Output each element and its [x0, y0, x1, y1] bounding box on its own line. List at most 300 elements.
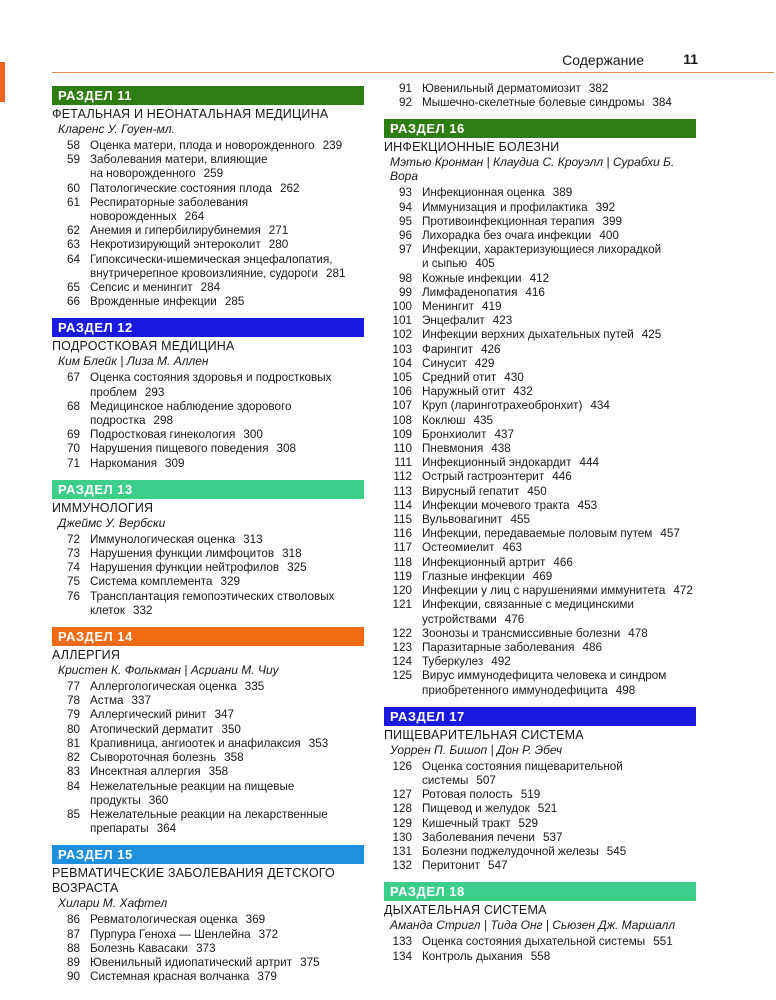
toc-entry[interactable] [52, 253, 364, 281]
toc-entry[interactable] [384, 845, 696, 859]
chapter-title [80, 970, 364, 984]
chapter-title-line: Контроль дыхания [422, 949, 523, 963]
chapter-title [412, 414, 696, 428]
toc-entry[interactable] [52, 238, 364, 252]
page-ref: 318 [282, 547, 302, 561]
page-ref: 375 [300, 955, 320, 969]
toc-entry[interactable] [52, 723, 364, 737]
chapter-title-line: Остеомиелит [422, 541, 495, 555]
page-ref: 434 [590, 399, 610, 413]
chapter-title-line: Болезни поджелудочной железы [422, 844, 599, 858]
page-ref: 358 [208, 765, 229, 779]
chapter-title-line: Инфекции, характеризующиеся лихорадкой [422, 243, 662, 257]
chapter-title-line: Паразитарные заболевания [422, 640, 575, 654]
chapter-title-line: Иммунологическая оценка [90, 532, 236, 546]
page-ref: 437 [494, 427, 514, 441]
toc-entry[interactable] [52, 428, 364, 442]
toc-entry[interactable] [384, 300, 696, 314]
toc-entry[interactable] [384, 627, 696, 641]
chapter-number: 98 [398, 271, 412, 285]
section-label-bar: РАЗДЕЛ 11 [52, 86, 364, 105]
chapter-title [80, 253, 364, 281]
chapter-title-line: Наркомания [90, 456, 158, 470]
page-ref: 492 [491, 655, 511, 669]
chapter-title-line: Инфекционный артрит [422, 555, 546, 569]
page-ref: 271 [268, 224, 289, 238]
chapter-title-line: Ювенильный дерматомиозит [422, 82, 581, 95]
chapter-number: 82 [66, 751, 80, 765]
chapter-number: 80 [66, 722, 80, 736]
page-ref: 369 [245, 913, 266, 927]
page-ref: 347 [214, 708, 234, 722]
section-label-bar: РАЗДЕЛ 13 [52, 480, 364, 499]
page-ref: 262 [279, 181, 300, 195]
chapter-number: 120 [392, 584, 412, 598]
chapter-number: 95 [398, 214, 412, 228]
chapter-number: 83 [66, 765, 80, 779]
chapter-number: 101 [392, 314, 412, 328]
toc-entry[interactable] [52, 533, 364, 547]
chapter-title-line: Оценка состояния дыхательной системы [422, 935, 646, 949]
chapter-title [80, 182, 364, 196]
chapter-title [412, 343, 696, 357]
toc-entry[interactable] [384, 243, 696, 271]
toc-entry[interactable] [384, 802, 696, 816]
section-authors: Кристен К. Фолькман | Асриани М. Чиу [58, 663, 279, 678]
toc-entry[interactable] [384, 935, 696, 949]
section-entries [52, 533, 364, 618]
toc-section [384, 707, 696, 874]
chapter-title [412, 186, 696, 200]
toc-section [52, 480, 364, 618]
chapter-number: 91 [398, 82, 412, 95]
page-ref: 392 [595, 200, 616, 214]
chapter-number: 127 [392, 788, 412, 802]
chapter-title-line: Крапивница, ангиоотек и анафилаксия [90, 736, 301, 750]
chapter-number: 64 [66, 252, 80, 266]
chapter-title-line: Острый гастроэнтерит [422, 470, 545, 484]
toc-section [52, 627, 364, 836]
chapter-title-line: Атопический дерматит [90, 722, 214, 736]
chapter-title [80, 694, 364, 708]
toc-entry[interactable] [52, 751, 364, 765]
toc-entry[interactable] [384, 343, 696, 357]
section-authors: Кларенс У. Гоуен-мл. [58, 122, 175, 136]
chapter-title [412, 215, 696, 229]
chapter-title [80, 765, 364, 779]
chapter-title-line: Ревматологическая оценка [90, 913, 238, 927]
chapter-title [412, 428, 696, 442]
page-ref: 426 [481, 342, 501, 356]
chapter-title-line: Инфекции верхних дыхательных путей [422, 328, 634, 342]
page-ref: 298 [153, 414, 173, 428]
chapter-number: 103 [392, 342, 412, 356]
toc-entry[interactable] [384, 859, 696, 873]
toc-entry[interactable] [384, 831, 696, 845]
page-ref: 309 [165, 456, 185, 470]
page-ref: 429 [474, 356, 495, 370]
toc-entry[interactable] [384, 328, 696, 342]
toc-entry[interactable] [52, 561, 364, 575]
chapter-title [80, 295, 364, 309]
toc-entry[interactable] [384, 641, 696, 655]
chapter-title-line: Инфекционная оценка [422, 186, 545, 200]
chapter-title-line: Аллергологическая оценка [90, 680, 237, 694]
chapter-title-line: Некротизирующий энтероколит [90, 238, 261, 252]
toc-entry[interactable] [384, 470, 696, 484]
chapter-title [412, 499, 696, 513]
chapter-title [80, 281, 364, 295]
chapter-number: 75 [66, 575, 80, 589]
toc-entry[interactable] [52, 196, 364, 224]
page-header [52, 50, 774, 73]
toc-section [52, 318, 364, 470]
chapter-title [412, 272, 696, 286]
chapter-number: 129 [392, 816, 412, 830]
page-ref: 332 [133, 603, 153, 617]
toc-entry[interactable] [52, 281, 364, 295]
chapter-title [412, 243, 696, 271]
chapter-number: 110 [393, 442, 412, 456]
page-ref: 463 [502, 541, 523, 555]
page-number: 11 [683, 51, 698, 67]
page-ref: 360 [148, 793, 169, 807]
chapter-title [80, 442, 364, 456]
toc-entry[interactable] [384, 527, 696, 541]
page-ref: 379 [257, 970, 277, 984]
toc-entry[interactable] [384, 371, 696, 385]
chapter-title-line: Врожденные инфекции [90, 295, 217, 309]
section-authors: Джеймс У. Вербски [58, 515, 166, 530]
chapter-title [80, 956, 364, 970]
chapter-title [412, 627, 696, 641]
chapter-title [412, 802, 696, 816]
chapter-title [80, 196, 364, 224]
chapter-number: 67 [66, 371, 80, 385]
chapter-title-line: и сыпью [422, 257, 468, 271]
chapter-title-line: Вирусный гепатит [422, 484, 520, 498]
chapter-title [412, 286, 696, 300]
toc-entry[interactable] [52, 808, 364, 836]
toc-entry[interactable] [384, 541, 696, 555]
chapter-number: 123 [392, 640, 412, 654]
chapter-title-line: Патологические состояния плода [90, 181, 272, 195]
toc-entry[interactable] [384, 414, 696, 428]
toc-entry[interactable] [384, 788, 696, 802]
chapter-title-line: Нарушения пищевого поведения [90, 442, 269, 456]
chapter-title-line: Респираторные заболевания новорожденных [90, 195, 249, 224]
chapter-title-line: Подростковая гинекология [90, 428, 236, 442]
chapter-number: 97 [398, 243, 412, 257]
section-label-bar: РАЗДЕЛ 12 [52, 318, 364, 337]
toc-entry[interactable] [52, 442, 364, 456]
chapter-number: 84 [66, 779, 80, 793]
toc-entry[interactable] [52, 765, 364, 779]
chapter-title [80, 153, 364, 181]
page-ref: 239 [322, 139, 343, 152]
chapter-title [80, 371, 364, 399]
chapter-title-line: Мышечно-скелетные болевые синдромы [422, 96, 645, 110]
toc-entry[interactable] [384, 598, 696, 626]
page-ref: 416 [525, 285, 545, 299]
page-ref: 313 [243, 532, 263, 546]
chapter-number: 89 [66, 955, 80, 969]
chapter-number: 105 [392, 371, 412, 385]
toc-entry[interactable] [384, 760, 696, 788]
toc-entry[interactable] [52, 371, 364, 399]
page-ref: 259 [203, 167, 224, 181]
section-authors: Аманда Стригл | Тида Онг | Сьюзен Дж. Маршалл [390, 918, 676, 933]
chapter-number: 109 [392, 427, 412, 441]
page-ref: 432 [513, 385, 533, 399]
toc-entry[interactable] [384, 428, 696, 442]
toc-entry[interactable] [384, 82, 696, 96]
chapter-number: 81 [66, 736, 80, 750]
toc-entry[interactable] [384, 456, 696, 470]
chapter-title [412, 371, 696, 385]
page-ref: 438 [491, 442, 511, 456]
section-entries [384, 935, 696, 963]
chapter-title [412, 456, 696, 470]
section-label-bar: РАЗДЕЛ 15 [52, 845, 364, 864]
toc-entry[interactable] [52, 575, 364, 589]
chapter-title-line: Вирус иммунодефицита человека и синдром [422, 669, 667, 683]
page-ref: 425 [641, 328, 662, 342]
page-ref: 372 [258, 927, 279, 941]
section-title: ДЫХАТЕЛЬНАЯ СИСТЕМА [384, 903, 547, 918]
page-ref: 284 [200, 281, 221, 295]
chapter-title [412, 300, 696, 314]
chapter-title-line: проблем [90, 385, 137, 399]
chapter-number: 133 [392, 935, 412, 949]
running-title: Содержание [562, 52, 644, 68]
section-authors: Ким Блейк | Лиза М. Аллен [58, 354, 209, 369]
chapter-title [80, 723, 364, 737]
toc-entry[interactable] [384, 584, 696, 598]
toc-entry[interactable] [52, 139, 364, 153]
chapter-title-line: Заболевания печени [422, 830, 535, 844]
page-ref: 373 [196, 941, 216, 955]
chapter-title-line: Инфекции мочевого тракта [422, 498, 570, 512]
chapter-title-line: Трансплантация гемопоэтических стволовых [90, 589, 335, 603]
chapter-title-line: Фарингит [422, 342, 474, 356]
chapter-title [412, 845, 696, 859]
chapter-number: 126 [392, 759, 412, 773]
toc-entry[interactable] [52, 780, 364, 808]
chapter-title-line: Энцефалит [422, 314, 485, 328]
chapter-title-line: Лимфаденопатия [422, 285, 518, 299]
chapter-title [412, 201, 696, 215]
toc-entry[interactable] [52, 956, 364, 970]
toc-entry[interactable] [52, 737, 364, 751]
chapter-number: 72 [66, 532, 80, 546]
page-ref: 399 [602, 214, 622, 228]
chapter-number: 76 [66, 589, 80, 603]
page-ref: 537 [542, 830, 563, 844]
toc-entry[interactable] [384, 556, 696, 570]
page-ref: 466 [553, 555, 573, 569]
toc-entry[interactable] [52, 182, 364, 196]
chapter-title-line: Инфекции у лиц с нарушениями иммунитета [422, 584, 666, 598]
chapter-number: 92 [398, 96, 412, 110]
toc-entry[interactable] [52, 295, 364, 309]
section-authors: Мэтью Кронман | Клаудиа С. Кроуэлл | Сурабхи Б. Вора [390, 155, 675, 184]
chapter-title [412, 399, 696, 413]
toc-entry[interactable] [52, 457, 364, 471]
section-entries [52, 371, 364, 470]
section-entries [52, 913, 364, 984]
toc-entry[interactable] [384, 950, 696, 964]
chapter-number: 66 [66, 295, 80, 309]
page-ref: 280 [268, 238, 289, 252]
chapter-title [412, 82, 696, 96]
toc-entry[interactable] [384, 96, 696, 110]
chapter-title-line: Нарушения функции нейтрофилов [90, 561, 280, 575]
toc-entry[interactable] [52, 547, 364, 561]
page-ref: 446 [552, 470, 572, 484]
toc-entry[interactable] [384, 201, 696, 215]
chapter-title-line: Сепсис и менингит [90, 281, 193, 295]
chapter-number: 60 [66, 181, 80, 195]
toc-entry[interactable] [384, 385, 696, 399]
page-ref: 545 [606, 844, 627, 858]
toc-entry[interactable] [384, 272, 696, 286]
chapter-number: 99 [398, 285, 412, 299]
toc-section [52, 845, 364, 984]
toc-entry[interactable] [52, 153, 364, 181]
toc-entry[interactable] [384, 314, 696, 328]
toc-entry[interactable] [384, 499, 696, 513]
page-ref: 325 [287, 561, 307, 575]
page-ref: 400 [599, 229, 619, 243]
chapter-title-line: Болезнь Кавасаки [90, 941, 188, 955]
chapter-title [412, 669, 696, 697]
section-label-bar: РАЗДЕЛ 17 [384, 707, 696, 726]
chapter-title-line: Анемия и гипербилирубинемия [90, 224, 261, 238]
chapter-title-line: приобретенного иммунодефицита [422, 683, 608, 697]
chapter-number: 62 [66, 224, 80, 238]
page-ref: 281 [326, 266, 346, 280]
toc-entry[interactable] [384, 442, 696, 456]
chapter-title [80, 224, 364, 238]
chapter-title [412, 598, 696, 626]
toc-entry[interactable] [384, 817, 696, 831]
toc-entry[interactable] [52, 694, 364, 708]
chapter-title [412, 328, 696, 342]
section-entries [384, 760, 696, 874]
toc-section [384, 882, 696, 963]
page-ref: 450 [527, 484, 547, 498]
toc-entry[interactable] [384, 186, 696, 200]
chapter-title [412, 584, 696, 598]
toc-entry[interactable] [384, 357, 696, 371]
chapter-title [412, 357, 696, 371]
toc-entry[interactable] [384, 399, 696, 413]
section-authors: Уоррен П. Бишоп | Дон Р. Эбеч [390, 742, 563, 757]
chapter-title [412, 641, 696, 655]
section-title: ПОДРОСТКОВАЯ МЕДИЦИНА [52, 339, 235, 354]
section-title: АЛЛЕРГИЯ [52, 648, 121, 663]
chapter-title [412, 385, 696, 399]
chapter-number: 65 [66, 281, 80, 295]
toc-entry[interactable] [384, 286, 696, 300]
chapter-number: 132 [392, 859, 412, 873]
toc-entry[interactable] [384, 485, 696, 499]
page-ref: 472 [673, 584, 693, 598]
chapter-number: 108 [392, 413, 412, 427]
chapter-number: 121 [392, 598, 412, 612]
chapter-number: 113 [393, 484, 412, 498]
chapter-title-line: Синусит [422, 356, 467, 370]
toc-entry[interactable] [52, 590, 364, 618]
chapter-title-line: Туберкулез [422, 655, 484, 669]
toc-entry[interactable] [52, 942, 364, 956]
toc-entry[interactable] [384, 570, 696, 584]
section-label-bar: РАЗДЕЛ 14 [52, 627, 364, 646]
chapter-title [412, 229, 696, 243]
chapter-title-line: Инфекционный эндокардит [422, 456, 572, 470]
toc-entry[interactable] [52, 708, 364, 722]
page-ref: 412 [529, 271, 550, 285]
chapter-title [412, 760, 696, 788]
chapter-title-line: Средний отит [422, 371, 497, 385]
toc-column-left [52, 86, 364, 993]
page-ref: 558 [530, 949, 551, 963]
toc-entry[interactable] [52, 928, 364, 942]
chapter-number: 124 [392, 655, 412, 669]
page-ref: 350 [221, 722, 241, 736]
page-ref: 507 [476, 773, 496, 787]
section-label-bar: РАЗДЕЛ 18 [384, 882, 696, 901]
toc-entry[interactable] [384, 655, 696, 669]
chapter-number: 58 [66, 139, 80, 152]
chapter-title-line: Заболевания матери, влияющие [90, 153, 268, 167]
chapter-title-line: Наружный отит [422, 385, 506, 399]
chapter-title-line: Нежелательные реакции на пищевые продукты [90, 779, 295, 807]
toc-entry[interactable] [384, 513, 696, 527]
toc-entry[interactable] [52, 224, 364, 238]
chapter-title [80, 942, 364, 956]
page-ref: 364 [156, 822, 177, 836]
chapter-title-line: Ювенильный идиопатический артрит [90, 955, 293, 969]
toc-entry[interactable] [52, 970, 364, 984]
chapter-title-line: Система комплемента [90, 575, 213, 589]
chapter-number: 116 [393, 527, 412, 541]
toc-entry[interactable] [52, 913, 364, 927]
chapter-number: 107 [392, 399, 412, 413]
page-ref: 519 [520, 788, 541, 802]
toc-entry[interactable] [384, 215, 696, 229]
chapter-title-line: Иммунизация и профилактика [422, 200, 588, 214]
toc-entry[interactable] [384, 669, 696, 697]
section-entries [52, 680, 364, 836]
chapter-title [412, 314, 696, 328]
chapter-title [412, 541, 696, 555]
chapter-number: 111 [394, 456, 412, 470]
chapter-title [80, 139, 364, 153]
chapter-title-line: Пищевод и желудок [422, 802, 530, 816]
chapter-number: 73 [66, 547, 80, 561]
chapter-title [412, 485, 696, 499]
chapter-title [412, 817, 696, 831]
chapter-number: 114 [393, 498, 412, 512]
page-ref: 529 [518, 816, 539, 830]
toc-entry[interactable] [52, 400, 364, 428]
toc-entry[interactable] [52, 680, 364, 694]
section-title: РЕВМАТИЧЕСКИЕ ЗАБОЛЕВАНИЯ ДЕТСКОГО ВОЗРАСТА [52, 866, 335, 896]
page-ref: 389 [552, 186, 573, 200]
toc-entry[interactable] [384, 229, 696, 243]
